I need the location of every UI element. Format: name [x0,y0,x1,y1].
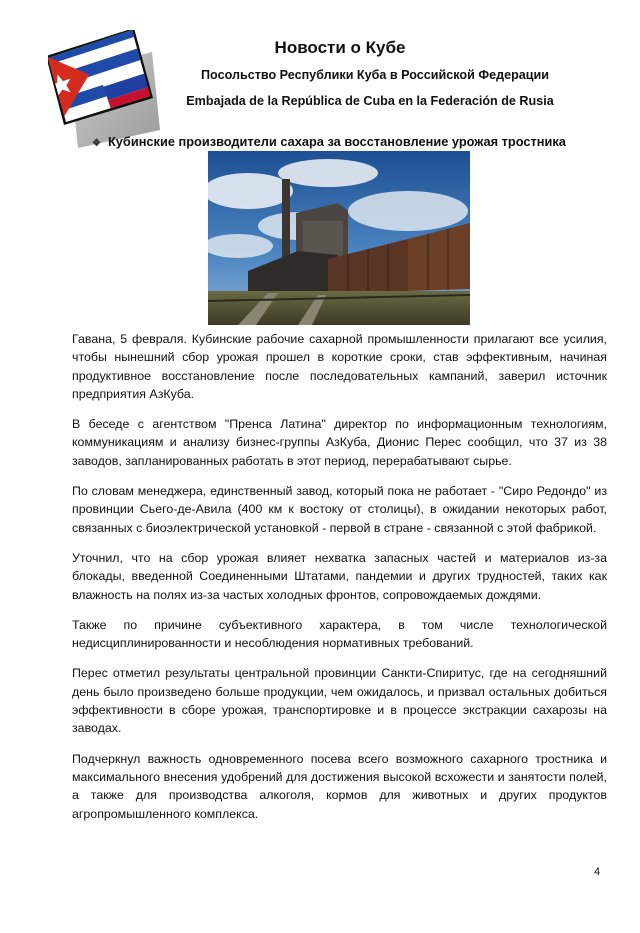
article-paragraph: Подчеркнул важность одновременного посева всего возможного сахарного тростника и максимального внесения удобрений для достижения высокой всхожести и занятости полей, а также для производства алкоголя, кормов для животных и других продуктов агропромышленного комплекса. [72,751,607,821]
article-paragraph: Перес отметил результаты центральной провинции Санкти-Спиритус, где на сегодняшний день было произведено больше продукции, чем ожидалось, и призвал остальных добиться эффективности в сборе урожая, транспортировке и в процессе экстракции сахарозы на заводах. [72,666,607,736]
flags-cuba-russia-icon [48,30,160,148]
article-paragraph: По словам менеджера, единственный завод, который пока не работает - "Сиро Редондо" из провинции Сьего-де-Авила (400 км к востоку от столицы), в ожидании некоторых работ, связанных с биоэлектрической установкой - первой в стране - связанной с этой фабрикой. [72,484,607,535]
page-title: Новости о Кубе [274,38,406,57]
article-paragraph: Гавана, 5 февраля. Кубинские рабочие сахарной промышленности прилагают все усилия, чтобы нынешний сбор урожая прошел в короткие сроки, став эффективным, начиная продуктивное восстановление после последовательных кампаний, заверил источник предприятия АзКуба. [72,332,607,401]
page-number: 4 [594,866,601,878]
article-paragraph: Также по причине субъективного характера, в том числе технологической недисциплинированности и несоблюдения нормативных требований. [72,617,607,651]
article-paragraph: В беседе с агентством "Пренса Латина" директор по информационным технологиям, коммуникациям и анализу бизнес-группы АзКуба, Дионис Перес сообщил, что 37 из 38 заводов, запланированных работать в этот период, перерабатывают сырье. [72,417,607,468]
headline-text: Кубинские производители сахара за восстановление урожая тростника [108,134,566,149]
article-headline [92,134,612,149]
article-body [72,330,607,835]
embassy-name-es: Embajada de la República de Cuba en la Federación de Rusia [186,94,554,108]
embassy-name-ru: Посольство Республики Куба в Российской Федерации [201,68,549,82]
embassy-logo [48,30,160,148]
bullet-icon: ❖ [92,138,101,149]
article-paragraph: Уточнил, что на сбор урожая влияет нехватка запасных частей и материалов из-за блокады, введенной Соединенными Штатами, пандемии и других трудностей, таких как влажность на полях из-за частых холодных фронтов, сопровождаемых дождями. [72,550,607,602]
sugar-mill-photo [208,151,470,325]
